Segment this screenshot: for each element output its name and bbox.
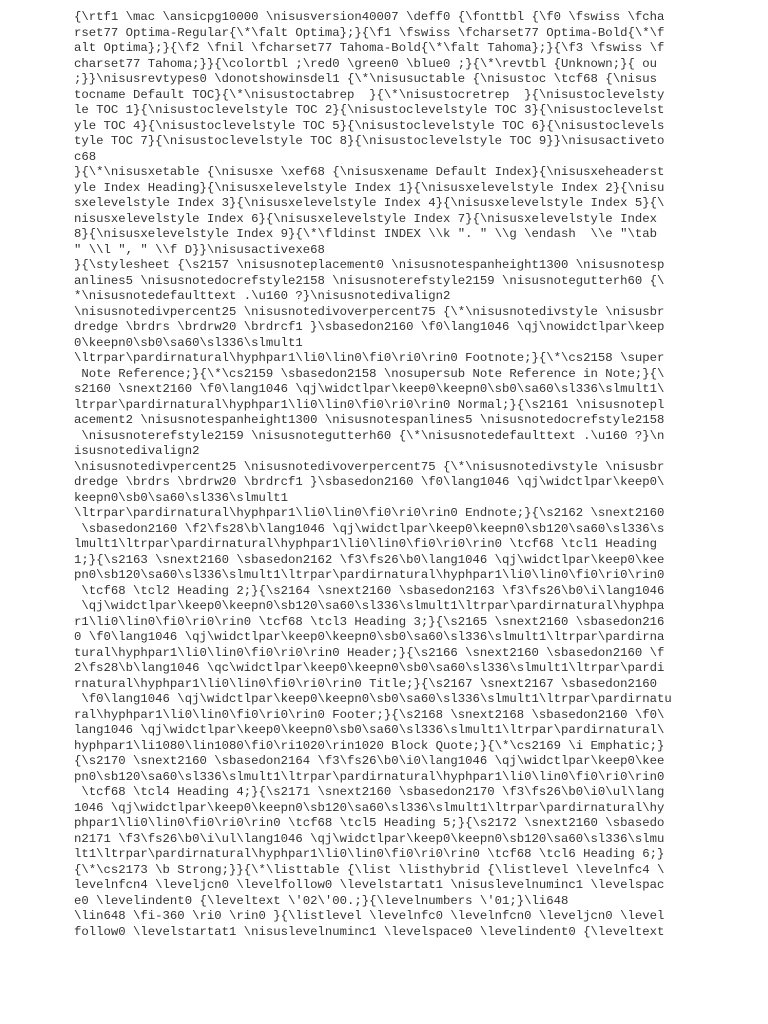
text-line: pn0\sb120\sa60\sl336\slmult1\ltrpar\pardirnatural\hyphpar1\li0\lin0\fi0\ri0\rin0: [74, 568, 665, 582]
text-line: keepn0\sb0\sa60\sl336\slmult1: [74, 490, 289, 505]
text-line: lmult1\ltrpar\pardirnatural\hyphpar1\li0\lin0\fi0\ri0\rin0 \tcf68 \tcl1 Heading: [74, 537, 657, 551]
text-line: \nisusnotedivpercent25 \nisusnotedivoverpercent75 {\*\nisusnotedivstyle \nisusbr: [74, 459, 665, 474]
text-line: }{\*\nisusxetable {\nisusxe \xef68 {\nisusxename Default Index}{\nisusxeheaderst: [74, 165, 665, 179]
text-line: \f0\lang1046 \qj\widctlpar\keep0\keepn0\sb0\sa60\sl336\slmult1\ltrpar\pardirnatu: [74, 692, 672, 706]
text-line: lt1\ltrpar\pardirnatural\hyphpar1\li0\lin0\fi0\ri0\rin0 \tcf68 \tcl6 Heading 6;}: [74, 847, 665, 861]
text-line: rnatural\hyphpar1\li0\lin0\fi0\ri0\rin0 Title;}{\s2167 \snext2167 \sbasedon2160: [74, 676, 657, 691]
text-line: phpar1\li0\lin0\fi0\ri0\rin0 \tcf68 \tcl5 Heading 5;}{\s2172 \snext2160 \sbasedo: [74, 816, 665, 830]
text-line: \nisusnotedivpercent25 \nisusnotedivoverpercent75 {\*\nisusnotedivstyle \nisusbr: [74, 304, 665, 319]
text-line: rset77 Optima-Regular{\*\falt Optima};}{\f1 \fswiss \fcharset77 Optima-Bold{\*\f: [74, 25, 665, 40]
text-line: pn0\sb120\sa60\sl336\slmult1\ltrpar\pardirnatural\hyphpar1\li0\lin0\fi0\ri0\rin0: [74, 769, 665, 784]
text-line: 1;}{\s2163 \snext2160 \sbasedon2162 \f3\fs26\b0\lang1046 \qj\widctlpar\keep0\kee: [74, 552, 665, 567]
text-line: \qj\widctlpar\keep0\keepn0\sb120\sa60\sl336\slmult1\ltrpar\pardirnatural\hyphpa: [74, 599, 665, 613]
text-line: s2160 \snext2160 \f0\lang1046 \qj\widctlpar\keep0\keepn0\sb0\sa60\sl336\slmult1\: [74, 382, 665, 396]
text-line: le TOC 1}{\nisustoclevelstyle TOC 2}{\nisustoclevelstyle TOC 3}{\nisustoclevelst: [74, 103, 665, 117]
text-line: hyphpar1\li1080\lin1080\fi0\ri1020\rin1020 Block Quote;}{\*\cs2169 \i Emphatic;}: [74, 738, 665, 753]
text-line: \ltrpar\pardirnatural\hyphpar1\li0\lin0\fi0\ri0\rin0 Footnote;}{\*\cs2158 \super: [74, 351, 665, 365]
text-line: ltrpar\pardirnatural\hyphpar1\li0\lin0\fi0\ri0\rin0 Normal;}{\s2161 \nisusnotepl: [74, 397, 665, 412]
text-line: 1046 \qj\widctlpar\keep0\keepn0\sb120\sa60\sl336\slmult1\ltrpar\pardirnatural\hy: [74, 800, 665, 815]
rtf-source-page: [74, 10, 764, 1015]
text-line: e0 \levelindent0 {\leveltext \'02\'00.;}{\levelnumbers \'01;}\li648: [74, 893, 569, 908]
text-line: n2171 \f3\fs26\b0\i\ul\lang1046 \qj\widctlpar\keep0\keepn0\sb120\sa60\sl336\slmu: [74, 831, 665, 846]
text-line: nisusxelevelstyle Index 6}{\nisusxelevelstyle Index 7}{\nisusxelevelstyle Index: [74, 211, 657, 226]
text-line: ral\hyphpar1\li0\lin0\fi0\ri0\rin0 Footer;}{\s2168 \snext2168 \sbasedon2160 \f0\: [74, 707, 665, 722]
text-line: " \\l ", " \\f D}}\nisusactivexe68: [74, 242, 325, 257]
text-line: Note Reference;}{\*\cs2159 \sbasedon2158 \nosupersub Note Reference in Note;}{\: [74, 366, 665, 381]
text-line: follow0 \levelstartat1 \nisuslevelnuminc1 \levelspace0 \levelindent0 {\leveltext: [74, 924, 665, 939]
text-line: \tcf68 \tcl2 Heading 2;}{\s2164 \snext2160 \sbasedon2163 \f3\fs26\b0\i\lang1046: [74, 583, 665, 598]
text-line: c68: [74, 149, 97, 164]
text-line: \lin648 \fi-360 \ri0 \rin0 }{\listlevel \levelnfc0 \levelnfcn0 \leveljcn0 \level: [74, 909, 665, 923]
text-line: tyle TOC 7}{\nisustoclevelstyle TOC 8}{\nisustoclevelstyle TOC 9}}\nisusactiveto: [74, 134, 665, 148]
text-line: 2\fs28\b\lang1046 \qc\widctlpar\keep0\keepn0\sb0\sa60\sl336\slmult1\ltrpar\pardi: [74, 661, 665, 675]
text-line: tocname Default TOC}{\*\nisustoctabrep }{\*\nisustocretrep }{\nisustoclevelsty: [74, 87, 665, 102]
text-line: levelnfcn4 \leveljcn0 \levelfollow0 \levelstartat1 \nisuslevelnuminc1 \levelspac: [74, 878, 665, 892]
text-line: {\s2170 \snext2160 \sbasedon2164 \f3\fs26\b0\i0\lang1046 \qj\widctlpar\keep0\kee: [74, 754, 665, 768]
text-line: \tcf68 \tcl4 Heading 4;}{\s2171 \snext2160 \sbasedon2170 \f3\fs26\b0\i0\ul\lang: [74, 785, 665, 799]
text-line: charset77 Tahoma;}}{\colortbl ;\red0 \green0 \blue0 ;}{\*\revtbl {Unknown;}{ ou: [74, 56, 657, 71]
text-line: 8}{\nisusxelevelstyle Index 9}{\*\fldinst INDEX \\k ". " \\g \endash \\e "\tab: [74, 227, 657, 241]
text-line: r1\li0\lin0\fi0\ri0\rin0 \tcf68 \tcl3 Heading 3;}{\s2165 \snext2160 \sbasedon216: [74, 614, 665, 629]
text-line: yle Index Heading}{\nisusxelevelstyle Index 1}{\nisusxelevelstyle Index 2}{\nisu: [74, 180, 665, 195]
text-line: \ltrpar\pardirnatural\hyphpar1\li0\lin0\fi0\ri0\rin0 Endnote;}{\s2162 \snext2160: [74, 506, 665, 520]
text-line: isusnotedivalign2: [74, 444, 200, 458]
text-line: tural\hyphpar1\li0\lin0\fi0\ri0\rin0 Header;}{\s2166 \snext2160 \sbasedon2160 \f: [74, 645, 665, 660]
text-line: 0 \f0\lang1046 \qj\widctlpar\keep0\keepn0\sb0\sa60\sl336\slmult1\ltrpar\pardirna: [74, 630, 665, 644]
text-line: ;}}\nisusrevtypes0 \donotshowinsdel1 {\*\nisusuctable {\nisustoc \tcf68 {\nisus: [74, 72, 657, 86]
text-line: acement2 \nisusnotespanheight1300 \nisusnotespanlines5 \nisusnotedocrefstyle2158: [74, 413, 665, 427]
text-line: sxelevelstyle Index 3}{\nisusxelevelstyle Index 4}{\nisusxelevelstyle Index 5}{\: [74, 196, 665, 210]
text-line: dredge \brdrs \brdrw20 \brdrcf1 }\sbasedon2160 \f0\lang1046 \qj\nowidctlpar\keep: [74, 320, 665, 334]
text-line: *\nisusnotedefaulttext .\u160 ?}\nisusnotedivalign2: [74, 289, 451, 303]
text-line: \nisusnoterefstyle2159 \nisusnotegutterh60 {\*\nisusnotedefaulttext .\u160 ?}\n: [74, 428, 665, 443]
text-line: {\rtf1 \mac \ansicpg10000 \nisusversion40007 \deff0 {\fonttbl {\f0 \fswiss \fcha: [74, 10, 665, 24]
text-line: lang1046 \qj\widctlpar\keep0\keepn0\sb0\sa60\sl336\slmult1\ltrpar\pardirnatural\: [74, 723, 665, 737]
text-line: dredge \brdrs \brdrw20 \brdrcf1 }\sbasedon2160 \f0\lang1046 \qj\widctlpar\keep0\: [74, 475, 665, 489]
text-line: {\*\cs2173 \b Strong;}}{\*\listtable {\list \listhybrid {\listlevel \levelnfc4 \: [74, 862, 665, 877]
text-line: yle TOC 4}{\nisustoclevelstyle TOC 5}{\nisustoclevelstyle TOC 6}{\nisustoclevels: [74, 118, 665, 133]
text-line: anlines5 \nisusnotedocrefstyle2158 \nisusnoterefstyle2159 \nisusnotegutterh60 {\: [74, 273, 665, 288]
text-line: 0\keepn0\sb0\sa60\sl336\slmult1: [74, 335, 303, 350]
text-line: }{\stylesheet {\s2157 \nisusnoteplacement0 \nisusnotespanheight1300 \nisusnotesp: [74, 258, 665, 272]
text-line: alt Optima};}{\f2 \fnil \fcharset77 Tahoma-Bold{\*\falt Tahoma};}{\f3 \fswiss \f: [74, 41, 665, 55]
text-line: \sbasedon2160 \f2\fs28\b\lang1046 \qj\widctlpar\keep0\keepn0\sb120\sa60\sl336\s: [74, 521, 665, 536]
